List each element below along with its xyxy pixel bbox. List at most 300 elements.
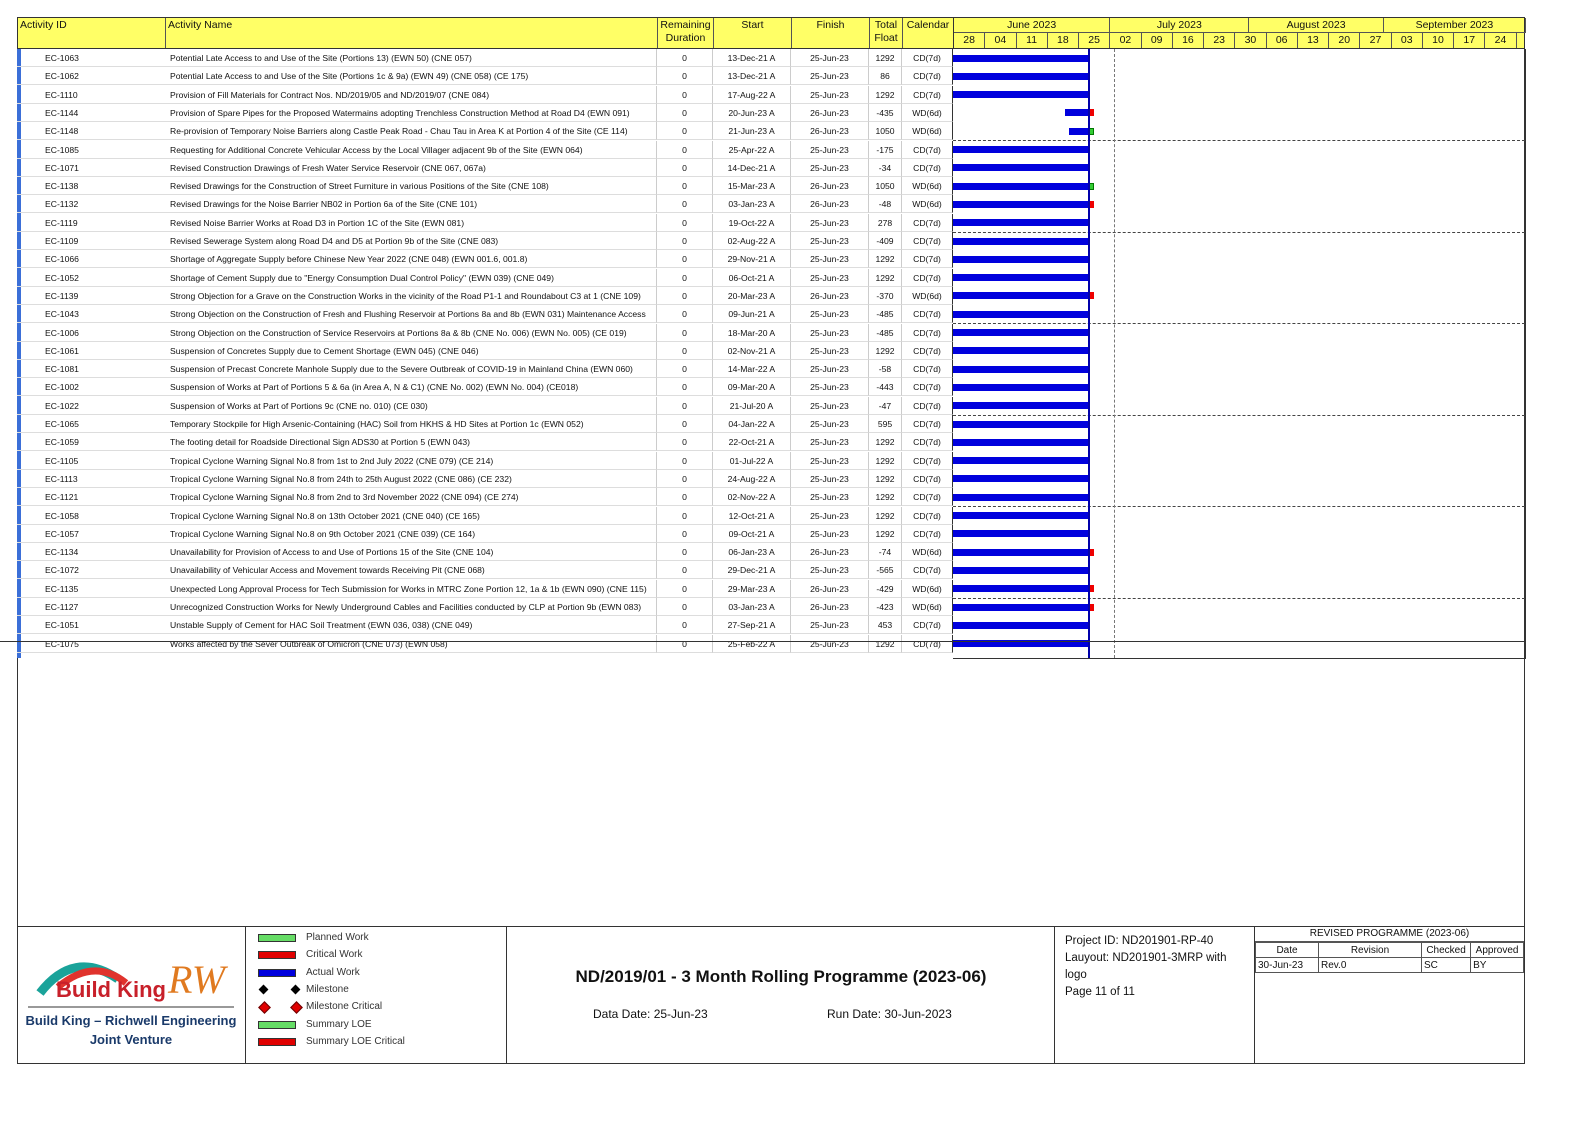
actual-work-bar[interactable] [953, 183, 1088, 190]
cell-remaining-duration: 0 [657, 67, 713, 85]
cell-finish-date: 25-Jun-23 [791, 561, 869, 579]
cell-activity-id: EC-1109 [17, 232, 165, 250]
cell-remaining-duration: 0 [657, 598, 713, 616]
cell-remaining-duration: 0 [657, 525, 713, 543]
cell-calendar: WD(6d) [902, 122, 953, 140]
cell-activity-name: Tropical Cyclone Warning Signal No.8 from 1st to 2nd July 2022 (CNE 079) (CE 214) [165, 452, 657, 470]
group-divider [953, 506, 1525, 507]
cell-activity-name: Unexpected Long Approval Process for Tech Submission for Works in MTRC Zone Portion 12, 1a & 1b (EWN 090) (CNE 115) [165, 580, 657, 598]
timescale-week: 18 [1048, 33, 1079, 48]
cell-activity-id: EC-1110 [17, 86, 165, 104]
cell-activity-name: Revised Drawings for the Construction of Street Furniture in various Positions of the Site (CNE 108) [165, 177, 657, 195]
cell-remaining-duration: 0 [657, 470, 713, 488]
timescale-week: 13 [1298, 33, 1329, 48]
cell-start-date: 01-Jul-22 A [713, 452, 791, 470]
cell-total-float: 1292 [869, 452, 902, 470]
timescale-week: 10 [1423, 33, 1454, 48]
cell-start-date: 09-Oct-21 A [713, 525, 791, 543]
rev-col-checked: Checked [1422, 943, 1471, 958]
cell-total-float: -47 [869, 397, 902, 415]
actual-work-bar[interactable] [953, 439, 1088, 446]
cell-activity-name: The footing detail for Roadside Directional Sign ADS30 at Portion 5 (EWN 043) [165, 433, 657, 451]
layout-name: Lauyout: ND201901-3MRP with logo [1065, 952, 1227, 981]
cell-finish-date: 26-Jun-23 [791, 580, 869, 598]
revision-heading: REVISED PROGRAMME (2023-06) [1255, 927, 1524, 942]
cell-start-date: 20-Mar-23 A [713, 287, 791, 305]
cell-total-float: 1292 [869, 269, 902, 287]
actual-work-bar[interactable] [953, 347, 1088, 354]
cell-remaining-duration: 0 [657, 214, 713, 232]
cell-activity-id: EC-1105 [17, 452, 165, 470]
cell-total-float: 1292 [869, 433, 902, 451]
data-date-line [1088, 49, 1090, 658]
cell-finish-date: 25-Jun-23 [791, 342, 869, 360]
schedule-sheet [17, 17, 1525, 657]
actual-work-bar[interactable] [953, 512, 1088, 519]
cell-remaining-duration: 0 [657, 543, 713, 561]
cell-finish-date: 25-Jun-23 [791, 269, 869, 287]
cell-activity-id: EC-1071 [17, 159, 165, 177]
cell-remaining-duration: 0 [657, 397, 713, 415]
cell-calendar: CD(7d) [902, 141, 953, 159]
cell-remaining-duration: 0 [657, 415, 713, 433]
cell-activity-name: Unrecognized Construction Works for Newly Underground Cables and Facilities conducted by CLP at Portion 9b (EWN 083) [165, 598, 657, 616]
cell-activity-name: Suspension of Works at Part of Portions 5 & 6a (in Area A, N & C1) (CNE No. 002) (EWN No. 004) (CE018) [165, 378, 657, 396]
cell-finish-date: 25-Jun-23 [791, 67, 869, 85]
cell-remaining-duration: 0 [657, 250, 713, 268]
actual-work-bar[interactable] [953, 219, 1088, 226]
actual-work-bar[interactable] [953, 622, 1088, 629]
actual-work-bar[interactable] [953, 457, 1088, 464]
cell-activity-name: Unavailability of Vehicular Access and Movement towards Receiving Pit (CNE 068) [165, 561, 657, 579]
col-header-finish[interactable]: Finish [792, 18, 870, 48]
cell-start-date: 02-Nov-22 A [713, 488, 791, 506]
rev-checked: SC [1422, 958, 1471, 973]
cell-finish-date: 25-Jun-23 [791, 415, 869, 433]
cell-activity-id: EC-1052 [17, 269, 165, 287]
cell-total-float: 1292 [869, 86, 902, 104]
cell-total-float: -74 [869, 543, 902, 561]
cell-calendar: CD(7d) [902, 561, 953, 579]
cell-activity-name: Suspension of Works at Part of Portions 9c (CNE no. 010) (CE 030) [165, 397, 657, 415]
programme-title: ND/2019/01 - 3 Month Rolling Programme (2023-06) [575, 967, 987, 986]
cell-activity-id: EC-1022 [17, 397, 165, 415]
actual-work-bar[interactable] [953, 384, 1088, 391]
cell-remaining-duration: 0 [657, 433, 713, 451]
cell-total-float: 1292 [869, 525, 902, 543]
cell-calendar: CD(7d) [902, 250, 953, 268]
cell-activity-id: EC-1051 [17, 616, 165, 634]
cell-activity-id: EC-1066 [17, 250, 165, 268]
cell-activity-name: Provision of Spare Pipes for the Proposed Watermains adopting Trenchless Construction Method at Road D4 (EWN 091) [165, 104, 657, 122]
col-header-remaining-duration[interactable]: Remaining Duration [658, 18, 714, 48]
cell-start-date: 03-Jan-23 A [713, 195, 791, 213]
cell-calendar: CD(7d) [902, 378, 953, 396]
cell-activity-name: Potential Late Access to and Use of the Site (Portions 1c & 9a) (EWN 49) (CNE 058) (CE 175) [165, 67, 657, 85]
timescale-week: 02 [1110, 33, 1141, 48]
timescale-header [954, 18, 1526, 48]
timescale-week: 06 [1267, 33, 1298, 48]
cell-activity-name: Provision of Fill Materials for Contract Nos. ND/2019/05 and ND/2019/07 (CNE 084) [165, 86, 657, 104]
timescale-week: 04 [985, 33, 1016, 48]
legend-label: Summary LOE [306, 1018, 372, 1030]
cell-activity-id: EC-1121 [17, 488, 165, 506]
cell-total-float: 1292 [869, 470, 902, 488]
cell-calendar: CD(7d) [902, 397, 953, 415]
cell-total-float: -175 [869, 141, 902, 159]
cell-remaining-duration: 0 [657, 452, 713, 470]
cell-calendar: CD(7d) [902, 67, 953, 85]
cell-activity-id: EC-1113 [17, 470, 165, 488]
cell-start-date: 13-Dec-21 A [713, 67, 791, 85]
col-header-start[interactable]: Start [714, 18, 792, 48]
cell-calendar: CD(7d) [902, 415, 953, 433]
cell-remaining-duration: 0 [657, 287, 713, 305]
timescale-month: September 2023 [1384, 18, 1526, 33]
cell-activity-id: EC-1075 [17, 635, 165, 653]
cell-finish-date: 25-Jun-23 [791, 470, 869, 488]
cell-calendar: CD(7d) [902, 616, 953, 634]
cell-remaining-duration: 0 [657, 195, 713, 213]
cell-activity-name: Tropical Cyclone Warning Signal No.8 on 9th October 2021 (CNE 039) (CE 164) [165, 525, 657, 543]
cell-start-date: 24-Aug-22 A [713, 470, 791, 488]
timescale-month: July 2023 [1110, 18, 1249, 33]
legend [246, 927, 507, 1063]
actual-work-bar[interactable] [953, 164, 1088, 171]
cell-calendar: CD(7d) [902, 269, 953, 287]
cell-start-date: 14-Dec-21 A [713, 159, 791, 177]
cell-remaining-duration: 0 [657, 269, 713, 287]
actual-work-bar[interactable] [953, 402, 1088, 409]
cell-calendar: CD(7d) [902, 452, 953, 470]
cell-remaining-duration: 0 [657, 561, 713, 579]
actual-work-bar[interactable] [953, 421, 1088, 428]
cell-activity-id: EC-1059 [17, 433, 165, 451]
legend-label: Actual Work [306, 966, 360, 978]
col-header-total-float[interactable]: Total Float [870, 18, 903, 48]
cell-calendar: WD(6d) [902, 543, 953, 561]
timescale-week: 24 [1485, 33, 1516, 48]
run-date: Run Date: 30-Jun-2023 [827, 1007, 952, 1021]
cell-finish-date: 25-Jun-23 [791, 635, 869, 653]
cell-activity-id: EC-1002 [17, 378, 165, 396]
logo-line1: Build King – Richwell Engineering [25, 1013, 237, 1028]
cell-total-float: 1292 [869, 488, 902, 506]
cell-calendar: CD(7d) [902, 433, 953, 451]
cell-activity-name: Unavailability for Provision of Access to and Use of Portions 15 of the Site (CNE 104) [165, 543, 657, 561]
cell-total-float: 278 [869, 214, 902, 232]
cell-total-float: 86 [869, 67, 902, 85]
actual-work-bar[interactable] [953, 329, 1088, 336]
cell-calendar: CD(7d) [902, 305, 953, 323]
legend-swatch [258, 951, 296, 959]
cell-finish-date: 25-Jun-23 [791, 507, 869, 525]
cell-finish-date: 26-Jun-23 [791, 287, 869, 305]
timescale-week: 27 [1360, 33, 1391, 48]
cell-start-date: 06-Oct-21 A [713, 269, 791, 287]
title-block [17, 926, 1525, 1064]
actual-work-bar[interactable] [953, 530, 1088, 537]
data-date: Data Date: 25-Jun-23 [593, 1007, 708, 1021]
legend-label: Milestone [306, 983, 349, 995]
cell-calendar: CD(7d) [902, 324, 953, 342]
actual-work-bar[interactable] [953, 494, 1088, 501]
cell-remaining-duration: 0 [657, 49, 713, 67]
cell-calendar: CD(7d) [902, 470, 953, 488]
actual-work-bar[interactable] [953, 55, 1088, 62]
cell-remaining-duration: 0 [657, 507, 713, 525]
cell-start-date: 02-Nov-21 A [713, 342, 791, 360]
cell-total-float: 1050 [869, 177, 902, 195]
actual-work-bar[interactable] [953, 256, 1088, 263]
rev-approved: BY [1471, 958, 1524, 973]
cell-activity-name: Strong Objection on the Construction of Service Reservoirs at Portions 8a & 8b (CNE No. 006) (EWN No. 005) (CE 019) [165, 324, 657, 342]
col-header-activity-name[interactable]: Activity Name [166, 18, 658, 48]
cell-finish-date: 25-Jun-23 [791, 452, 869, 470]
cell-activity-id: EC-1148 [17, 122, 165, 140]
cell-activity-id: EC-1061 [17, 342, 165, 360]
cell-activity-id: EC-1144 [17, 104, 165, 122]
timescale-week: 17 [1454, 33, 1485, 48]
gantt-area [953, 49, 1526, 659]
group-divider [953, 598, 1525, 599]
cell-calendar: CD(7d) [902, 525, 953, 543]
rev-revision: Rev.0 [1319, 958, 1422, 973]
milestone-diamond-icon [259, 984, 269, 994]
cell-total-float: 453 [869, 616, 902, 634]
actual-work-bar[interactable] [953, 274, 1088, 281]
cell-finish-date: 25-Jun-23 [791, 397, 869, 415]
project-info [1055, 927, 1255, 1063]
cell-finish-date: 25-Jun-23 [791, 141, 869, 159]
cell-activity-name: Requesting for Additional Concrete Vehicular Access by the Local Villager adjacent 9b of the Site (EWN 064) [165, 141, 657, 159]
cell-total-float: 1292 [869, 635, 902, 653]
milestone-diamond-icon [258, 1001, 271, 1014]
cell-total-float: 595 [869, 415, 902, 433]
cell-start-date: 15-Mar-23 A [713, 177, 791, 195]
cell-finish-date: 26-Jun-23 [791, 177, 869, 195]
cell-activity-id: EC-1134 [17, 543, 165, 561]
legend-swatch [258, 934, 296, 942]
cell-start-date: 29-Dec-21 A [713, 561, 791, 579]
cell-start-date: 18-Mar-20 A [713, 324, 791, 342]
cell-start-date: 25-Apr-22 A [713, 141, 791, 159]
cell-activity-id: EC-1119 [17, 214, 165, 232]
cell-activity-name: Potential Late Access to and Use of the Site (Portions 13) (EWN 50) (CNE 057) [165, 49, 657, 67]
cell-total-float: -443 [869, 378, 902, 396]
timescale-week: 25 [1079, 33, 1110, 48]
cell-start-date: 04-Jan-22 A [713, 415, 791, 433]
group-divider [953, 415, 1525, 416]
cell-finish-date: 25-Jun-23 [791, 305, 869, 323]
cell-start-date: 27-Sep-21 A [713, 616, 791, 634]
cell-activity-name: Unstable Supply of Cement for HAC Soil Treatment (EWN 036, 038) (CNE 049) [165, 616, 657, 634]
timescale-week: 30 [1235, 33, 1266, 48]
actual-work-bar[interactable] [953, 366, 1088, 373]
cell-total-float: -429 [869, 580, 902, 598]
cell-remaining-duration: 0 [657, 141, 713, 159]
cell-finish-date: 26-Jun-23 [791, 195, 869, 213]
cell-total-float: -48 [869, 195, 902, 213]
legend-label: Summary LOE Critical [306, 1035, 405, 1047]
legend-label: Critical Work [306, 949, 363, 961]
timescale-week: 03 [1392, 33, 1423, 48]
actual-work-bar[interactable] [953, 604, 1088, 611]
cell-start-date: 02-Aug-22 A [713, 232, 791, 250]
timescale-month: August 2023 [1249, 18, 1383, 33]
cell-start-date: 03-Jan-23 A [713, 598, 791, 616]
cell-remaining-duration: 0 [657, 580, 713, 598]
cell-remaining-duration: 0 [657, 324, 713, 342]
actual-work-bar[interactable] [953, 292, 1088, 299]
rev-col-date: Date [1256, 943, 1319, 958]
month-boundary-line [1114, 49, 1115, 658]
actual-work-bar[interactable] [953, 567, 1088, 574]
cell-finish-date: 25-Jun-23 [791, 433, 869, 451]
project-id: Project ID: ND201901-RP-40 [1065, 935, 1214, 947]
cell-start-date: 14-Mar-22 A [713, 360, 791, 378]
cell-activity-id: EC-1043 [17, 305, 165, 323]
cell-remaining-duration: 0 [657, 488, 713, 506]
logo-brand-text: Build King [56, 977, 166, 1002]
cell-activity-name: Shortage of Aggregate Supply before Chinese New Year 2022 (CNE 048) (EWN 001.6, 001.8) [165, 250, 657, 268]
cell-start-date: 21-Jun-23 A [713, 122, 791, 140]
cell-calendar: WD(6d) [902, 598, 953, 616]
cell-activity-id: EC-1127 [17, 598, 165, 616]
cell-activity-name: Revised Drawings for the Noise Barrier NB02 in Portion 6a of the Site (CNE 101) [165, 195, 657, 213]
timescale-week: 09 [1142, 33, 1173, 48]
cell-remaining-duration: 0 [657, 635, 713, 653]
legend-swatch [258, 1038, 296, 1046]
actual-work-bar[interactable] [953, 311, 1088, 318]
col-header-activity-id[interactable]: Activity ID [18, 18, 166, 48]
cell-activity-id: EC-1139 [17, 287, 165, 305]
cell-start-date: 06-Jan-23 A [713, 543, 791, 561]
timescale-week: 11 [1017, 33, 1048, 48]
company-logo [18, 927, 244, 1061]
cell-activity-name: Revised Sewerage System along Road D4 and D5 at Portion 9b of the Site (CNE 083) [165, 232, 657, 250]
cell-remaining-duration: 0 [657, 159, 713, 177]
group-divider [953, 232, 1525, 233]
cell-total-float: -423 [869, 598, 902, 616]
cell-activity-name: Re-provision of Temporary Noise Barriers along Castle Peak Road - Chau Tau in Area K at Portion 4 of the Site (CE 114) [165, 122, 657, 140]
cell-remaining-duration: 0 [657, 177, 713, 195]
cell-total-float: -485 [869, 324, 902, 342]
cell-remaining-duration: 0 [657, 232, 713, 250]
cell-activity-name: Shortage of Cement Supply due to "Energy Consumption Dual Control Policy" (EWN 039) (CNE 049) [165, 269, 657, 287]
rev-col-approved: Approved [1471, 943, 1524, 958]
cell-remaining-duration: 0 [657, 342, 713, 360]
table-header [17, 17, 1525, 49]
cell-activity-id: EC-1063 [17, 49, 165, 67]
cell-total-float: -370 [869, 287, 902, 305]
revision-table [1255, 942, 1524, 973]
cell-remaining-duration: 0 [657, 616, 713, 634]
cell-calendar: CD(7d) [902, 159, 953, 177]
col-header-calendar[interactable]: Calendar [903, 18, 954, 48]
cell-start-date: 25-Feb-22 A [713, 635, 791, 653]
actual-work-bar[interactable] [953, 73, 1088, 80]
cell-calendar: CD(7d) [902, 342, 953, 360]
cell-activity-name: Suspension of Precast Concrete Manhole Supply due to the Severe Outbreak of COVID-19 in Mainland China (EWN 060) [165, 360, 657, 378]
cell-finish-date: 25-Jun-23 [791, 525, 869, 543]
cell-remaining-duration: 0 [657, 305, 713, 323]
timescale-week: 23 [1204, 33, 1235, 48]
cell-activity-name: Revised Noise Barrier Works at Road D3 in Portion 1C of the Site (EWN 081) [165, 214, 657, 232]
cell-finish-date: 25-Jun-23 [791, 360, 869, 378]
actual-work-bar[interactable] [953, 585, 1088, 592]
cell-calendar: WD(6d) [902, 177, 953, 195]
rev-col-revision: Revision [1319, 943, 1422, 958]
cell-total-float: 1292 [869, 49, 902, 67]
cell-start-date: 20-Jun-23 A [713, 104, 791, 122]
cell-activity-name: Revised Construction Drawings of Fresh Water Service Reservoir (CNE 067, 067a) [165, 159, 657, 177]
logo-box [18, 927, 246, 1063]
cell-finish-date: 25-Jun-23 [791, 86, 869, 104]
revision-block [1255, 927, 1524, 1063]
cell-calendar: CD(7d) [902, 214, 953, 232]
cell-calendar: CD(7d) [902, 49, 953, 67]
cell-calendar: CD(7d) [902, 86, 953, 104]
actual-work-bar[interactable] [953, 146, 1088, 153]
cell-activity-id: EC-1062 [17, 67, 165, 85]
cell-finish-date: 26-Jun-23 [791, 122, 869, 140]
cell-total-float: -34 [869, 159, 902, 177]
cell-finish-date: 26-Jun-23 [791, 598, 869, 616]
cell-total-float: 1050 [869, 122, 902, 140]
actual-work-bar[interactable] [953, 91, 1088, 98]
cell-total-float: -435 [869, 104, 902, 122]
cell-activity-id: EC-1057 [17, 525, 165, 543]
cell-activity-id: EC-1072 [17, 561, 165, 579]
cell-calendar: CD(7d) [902, 488, 953, 506]
cell-calendar: CD(7d) [902, 232, 953, 250]
cell-finish-date: 26-Jun-23 [791, 104, 869, 122]
cell-finish-date: 25-Jun-23 [791, 324, 869, 342]
cell-start-date: 29-Nov-21 A [713, 250, 791, 268]
cell-start-date: 13-Dec-21 A [713, 49, 791, 67]
cell-activity-id: EC-1006 [17, 324, 165, 342]
actual-work-bar[interactable] [1065, 109, 1088, 116]
actual-work-bar[interactable] [953, 238, 1088, 245]
legend-swatch [258, 1021, 296, 1029]
cell-remaining-duration: 0 [657, 360, 713, 378]
cell-finish-date: 25-Jun-23 [791, 616, 869, 634]
milestone-diamond-icon [291, 984, 301, 994]
title-box [507, 927, 1055, 1063]
cell-activity-name: Works affected by the Sever Outbreak of Omicron (CNE 073) (EWN 058) [165, 635, 657, 653]
cell-finish-date: 25-Jun-23 [791, 488, 869, 506]
cell-total-float: -58 [869, 360, 902, 378]
actual-work-bar[interactable] [953, 475, 1088, 482]
cell-activity-name: Strong Objection on the Construction of Fresh and Flushing Reservoir at Portions 8a and 8b (EWN 031) Maintenance Access [165, 305, 657, 323]
cell-total-float: -565 [869, 561, 902, 579]
cell-start-date: 21-Jul-20 A [713, 397, 791, 415]
cell-activity-id: EC-1138 [17, 177, 165, 195]
cell-activity-name: Tropical Cyclone Warning Signal No.8 from 24th to 25th August 2022 (CNE 086) (CE 232) [165, 470, 657, 488]
legend-label: Planned Work [306, 932, 369, 943]
actual-work-bar[interactable] [953, 201, 1088, 208]
cell-start-date: 22-Oct-21 A [713, 433, 791, 451]
cell-start-date: 09-Jun-21 A [713, 305, 791, 323]
actual-work-bar[interactable] [1069, 128, 1088, 135]
milestone-diamond-icon [290, 1001, 303, 1014]
cell-activity-name: Tropical Cyclone Warning Signal No.8 on 13th October 2021 (CNE 040) (CE 165) [165, 507, 657, 525]
cell-activity-name: Suspension of Concretes Supply due to Cement Shortage (EWN 045) (CNE 046) [165, 342, 657, 360]
rev-date: 30-Jun-23 [1256, 958, 1319, 973]
actual-work-bar[interactable] [953, 549, 1088, 556]
page-number: Page 11 of 11 [1065, 986, 1135, 998]
